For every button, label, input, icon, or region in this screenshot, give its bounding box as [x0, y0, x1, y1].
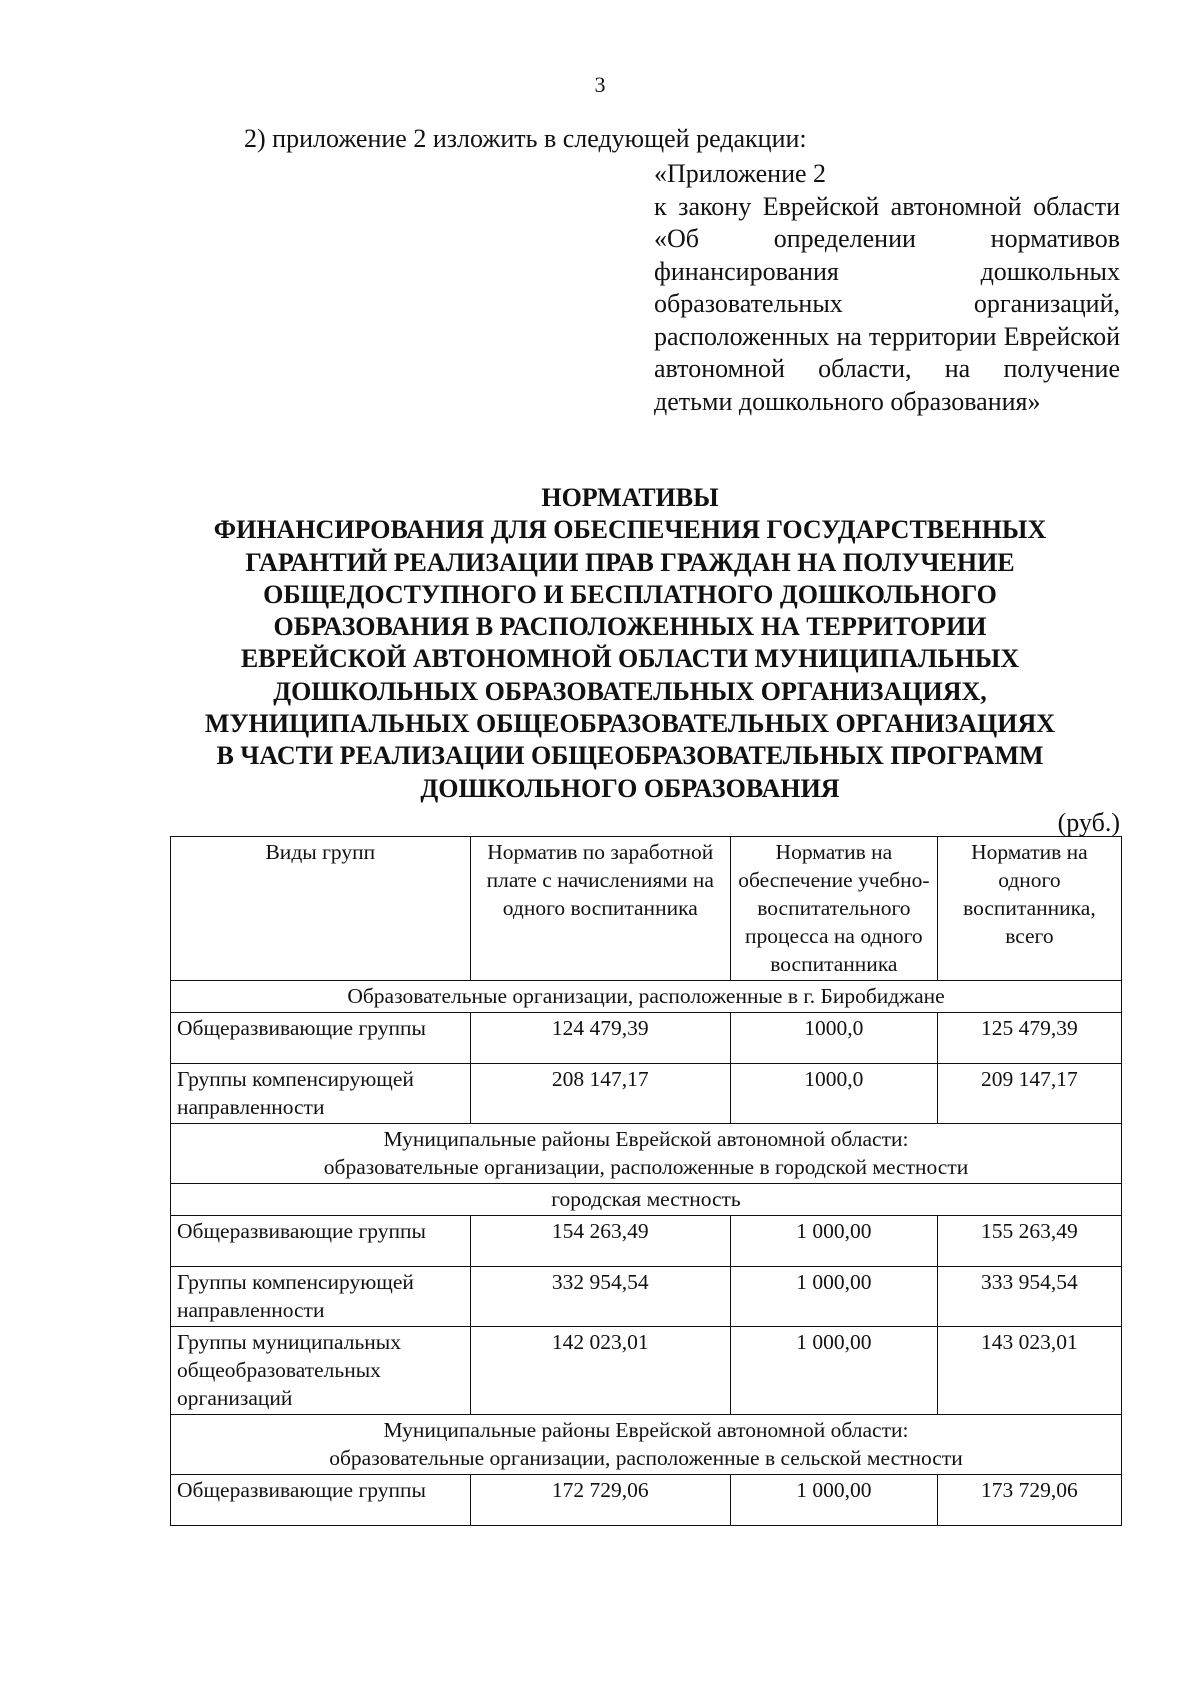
table-header-row [171, 837, 1122, 981]
table-row [171, 1013, 1122, 1064]
subsection-urban: городская местность [171, 1184, 1122, 1216]
subsection-row [171, 1184, 1122, 1216]
table-row [171, 1064, 1122, 1124]
group-cell: Группы компенсирующей направленности [171, 1267, 471, 1327]
heading-line: ДОШКОЛЬНОГО ОБРАЗОВАНИЯ [420, 773, 840, 803]
heading-line: ЕВРЕЙСКОЙ АВТОНОМНОЙ ОБЛАСТИ МУНИЦИПАЛЬНЫХ [240, 644, 1020, 674]
salary-cell: 142 023,01 [470, 1327, 730, 1415]
document-heading [150, 482, 1110, 805]
norms-table [170, 836, 1122, 1526]
heading-line: МУНИЦИПАЛЬНЫХ ОБЩЕОБРАЗОВАТЕЛЬНЫХ ОРГАНИЗАЦИЯХ [204, 709, 1056, 739]
salary-cell: 208 147,17 [470, 1064, 730, 1124]
section-line: Муниципальные районы Еврейской автономной области: [383, 1418, 909, 1442]
heading-line: ГАРАНТИЙ РЕАЛИЗАЦИИ ПРАВ ГРАЖДАН НА ПОЛУЧЕНИЕ [245, 547, 1015, 577]
table-row [171, 1267, 1122, 1327]
section-urban [171, 1124, 1122, 1184]
group-cell: Группы муниципальных общеобразовательных организаций [171, 1327, 471, 1415]
salary-cell: 154 263,49 [470, 1216, 730, 1267]
section-line: Муниципальные районы Еврейской автономной области: [383, 1127, 909, 1151]
heading-line: НОРМАТИВЫ [541, 483, 719, 512]
appendix-title: «Приложение 2 [654, 159, 827, 188]
heading-line: ФИНАНСИРОВАНИЯ ДЛЯ ОБЕСПЕЧЕНИЯ ГОСУДАРСТВЕННЫХ [213, 515, 1047, 545]
table-row [171, 1327, 1122, 1415]
section-line: образовательные организации, расположенные в сельской местности [329, 1446, 963, 1470]
section-birobidzhan: Образовательные организации, расположенные в г. Биробиджане [171, 981, 1122, 1013]
process-cell: 1000,0 [730, 1013, 937, 1064]
process-cell: 1 000,00 [730, 1327, 937, 1415]
heading-line: В ЧАСТИ РЕАЛИЗАЦИИ ОБЩЕОБРАЗОВАТЕЛЬНЫХ ПРОГРАММ [216, 741, 1044, 771]
group-cell: Общеразвивающие группы [171, 1013, 471, 1064]
section-row [171, 1124, 1122, 1184]
process-cell: 1000,0 [730, 1064, 937, 1124]
salary-cell: 332 954,54 [470, 1267, 730, 1327]
group-cell: Общеразвивающие группы [171, 1216, 471, 1267]
section-line: образовательные организации, расположенные в городской местности [323, 1155, 969, 1179]
total-cell: 209 147,17 [937, 1064, 1121, 1124]
total-cell: 333 954,54 [937, 1267, 1121, 1327]
salary-cell: 172 729,06 [470, 1475, 730, 1526]
process-cell: 1 000,00 [730, 1475, 937, 1526]
total-cell: 155 263,49 [937, 1216, 1121, 1267]
table-row [171, 1475, 1122, 1526]
group-cell: Общеразвивающие группы [171, 1475, 471, 1526]
currency-unit: (руб.) [1057, 808, 1120, 837]
appendix-block [654, 158, 1120, 418]
heading-line: ДОШКОЛЬНЫХ ОБРАЗОВАТЕЛЬНЫХ ОРГАНИЗАЦИЯХ, [273, 676, 987, 706]
section-rural [171, 1415, 1122, 1475]
total-cell: 125 479,39 [937, 1013, 1121, 1064]
header-total-norm: Норматив на одного воспитанника, всего [937, 837, 1121, 981]
group-cell: Группы компенсирующей направленности [171, 1064, 471, 1124]
process-cell: 1 000,00 [730, 1267, 937, 1327]
header-salary-norm: Норматив по заработной плате с начислениями на одного воспитанника [470, 837, 730, 981]
total-cell: 143 023,01 [937, 1327, 1121, 1415]
table-row [171, 1216, 1122, 1267]
section-row [171, 1415, 1122, 1475]
process-cell: 1 000,00 [730, 1216, 937, 1267]
amendment-intro: 2) приложение 2 изложить в следующей редакции: [244, 124, 807, 153]
section-row [171, 981, 1122, 1013]
total-cell: 173 729,06 [937, 1475, 1121, 1526]
heading-line: ОБЩЕДОСТУПНОГО И БЕСПЛАТНОГО ДОШКОЛЬНОГО [263, 579, 997, 609]
page-number: 3 [594, 72, 606, 97]
header-group-type: Виды групп [171, 837, 471, 981]
header-process-norm: Норматив на обеспечение учебно-воспитательного процесса на одного воспитанника [730, 837, 937, 981]
heading-line: ОБРАЗОВАНИЯ В РАСПОЛОЖЕННЫХ НА ТЕРРИТОРИИ [273, 612, 987, 642]
salary-cell: 124 479,39 [470, 1013, 730, 1064]
appendix-reference: к закону Еврейской автономной области «Об определении нормативов финансирования дошкольных образовательных организаций, расположенных на территории Еврейской автономной области, на получение детьми дошкольного образования» [654, 191, 1120, 416]
